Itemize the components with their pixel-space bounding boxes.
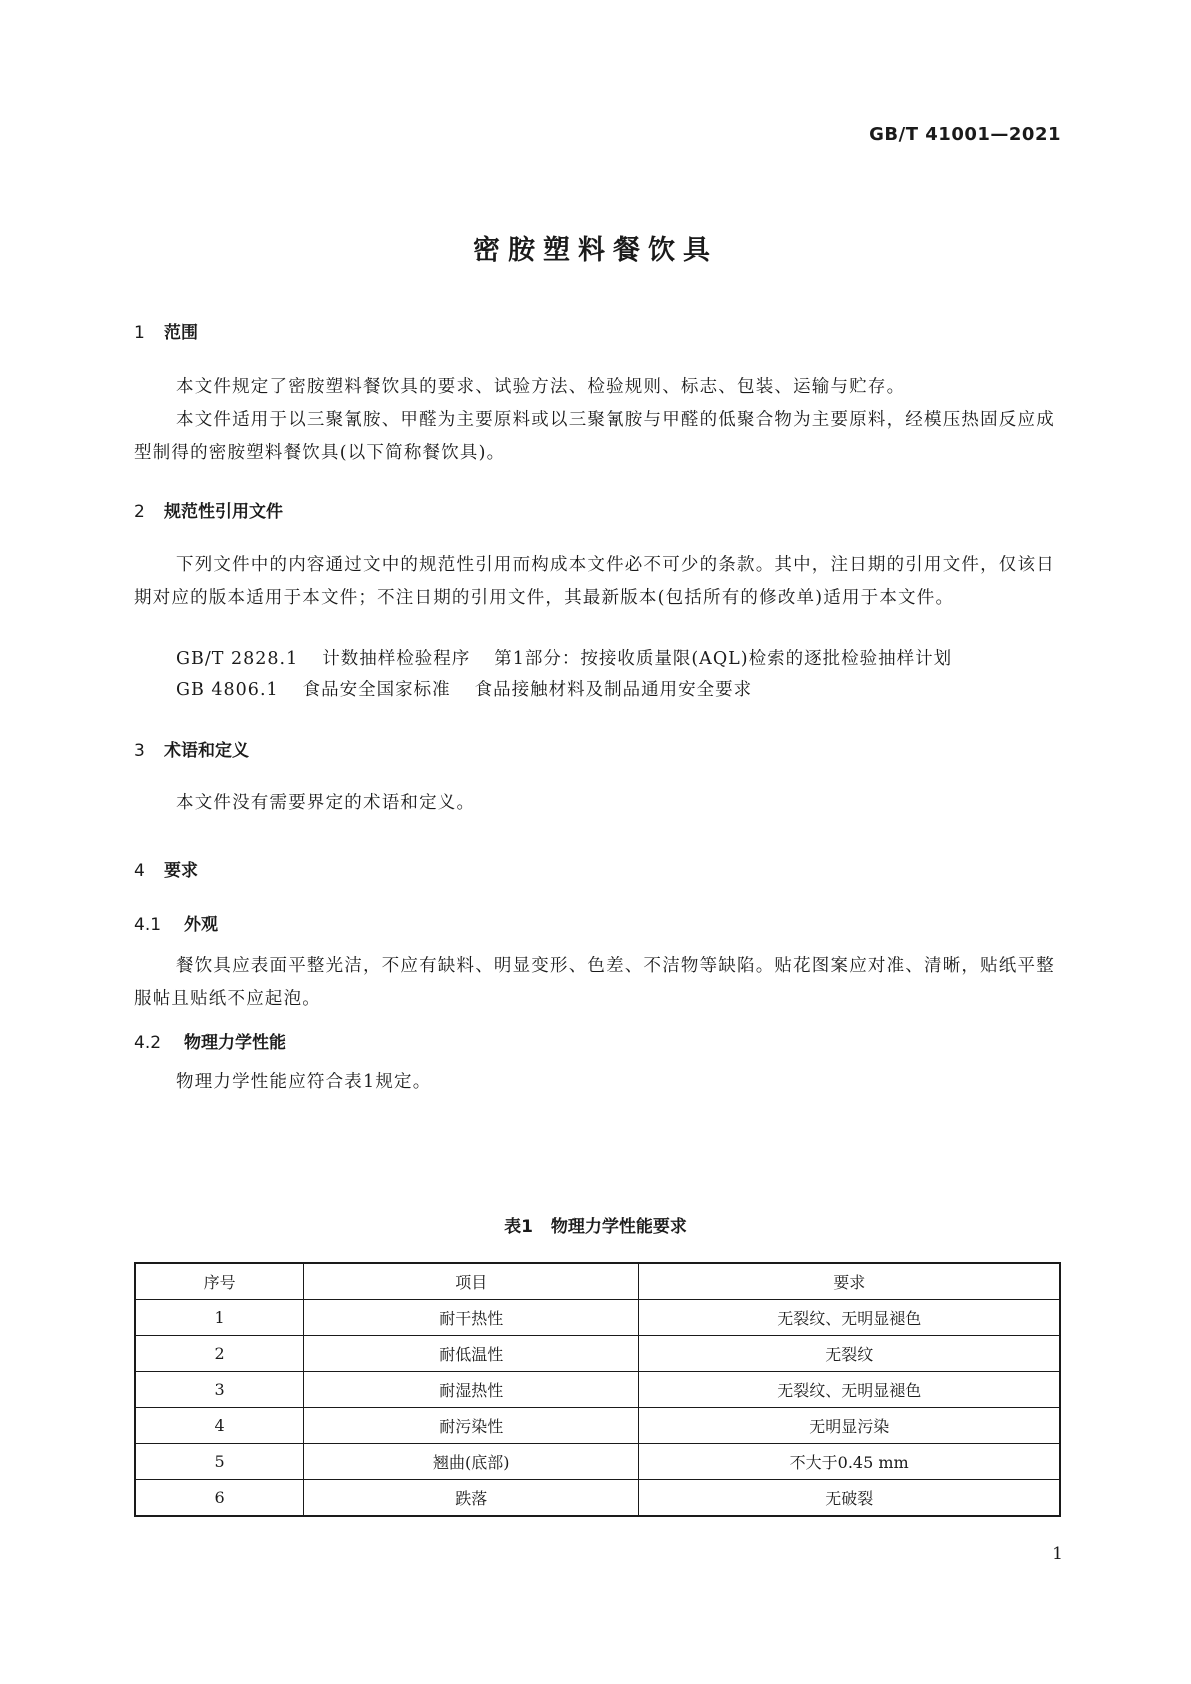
section-title: 物理力学性能: [184, 1033, 286, 1053]
section-title: 要求: [164, 861, 198, 881]
table-cell-seq: 6: [135, 1480, 304, 1517]
table-cell-requirement: 无裂纹、无明显褪色: [639, 1372, 1060, 1408]
reference-title: 食品安全国家标准: [302, 680, 451, 700]
section-4-1-paragraph-1: 餐饮具应表面平整光洁，不应有缺料、明显变形、色差、不洁物等缺陷。贴花图案应对准、清晰，贴纸平整服帖且贴纸不应起泡。: [134, 956, 1055, 1009]
section-1-paragraph-2: 本文件适用于以三聚氰胺、甲醛为主要原料或以三聚氰胺与甲醛的低聚合物为主要原料，经模压热固反应成型制得的密胺塑料餐饮具(以下简称餐饮具)。: [134, 410, 1055, 463]
section-4-1-heading: [134, 910, 218, 935]
column-header-item: 项目: [304, 1263, 639, 1300]
table-cell-item: 耐湿热性: [304, 1372, 639, 1408]
section-4-2-paragraph-1: 物理力学性能应符合表1规定。: [176, 1072, 432, 1092]
table-cell-item: 跌落: [304, 1480, 639, 1517]
page-number: 1: [1052, 1544, 1063, 1564]
table-row: [135, 1444, 1060, 1480]
section-4-2-heading: [134, 1028, 286, 1053]
section-2-paragraph-1: 下列文件中的内容通过文中的规范性引用而构成本文件必不可少的条款。其中，注日期的引用文件，仅该日期对应的版本适用于本文件；不注日期的引用文件，其最新版本(包括所有的修改单)适用于本文件。: [134, 555, 1055, 608]
table-header-row: [135, 1263, 1060, 1300]
document-title: 密胺塑料餐饮具: [473, 235, 718, 266]
table-row: [135, 1480, 1060, 1517]
table-cell-item: 耐干热性: [304, 1300, 639, 1336]
reference-code: GB 4806.1: [176, 680, 279, 700]
table-cell-item: 耐污染性: [304, 1408, 639, 1444]
reference-subtitle: 第1部分：按接收质量限(AQL)检索的逐批检验抽样计划: [494, 649, 953, 669]
table-cell-requirement: 无破裂: [639, 1480, 1060, 1517]
section-1-heading: [134, 318, 198, 343]
table-cell-seq: 2: [135, 1336, 304, 1372]
section-title: 范围: [164, 323, 198, 343]
table-cell-seq: 5: [135, 1444, 304, 1480]
table-row: [135, 1372, 1060, 1408]
section-3-heading: [134, 736, 249, 761]
table-caption-number: 表1: [504, 1217, 533, 1237]
section-number: 4.1: [134, 915, 162, 935]
section-number: 3: [134, 741, 145, 761]
table-cell-requirement: 无裂纹、无明显褪色: [639, 1300, 1060, 1336]
table-cell-item: 翘曲(底部): [304, 1444, 639, 1480]
column-header-seq: 序号: [135, 1263, 304, 1300]
table-row: [135, 1300, 1060, 1336]
table-cell-requirement: 无明显污染: [639, 1408, 1060, 1444]
section-number: 1: [134, 323, 145, 343]
normative-reference-1: [176, 645, 952, 670]
table-cell-requirement: 无裂纹: [639, 1336, 1060, 1372]
table-cell-seq: 3: [135, 1372, 304, 1408]
physical-properties-table: [134, 1262, 1061, 1517]
section-title: 外观: [184, 915, 218, 935]
section-3-paragraph-1: 本文件没有需要界定的术语和定义。: [176, 793, 476, 813]
table-row: [135, 1408, 1060, 1444]
table-cell-requirement: 不大于0.45 mm: [639, 1444, 1060, 1480]
table-cell-seq: 1: [135, 1300, 304, 1336]
section-1-paragraph-1: 本文件规定了密胺塑料餐饮具的要求、试验方法、检验规则、标志、包装、运输与贮存。: [176, 377, 906, 397]
standard-code: GB/T 41001—2021: [869, 124, 1061, 145]
table-cell-seq: 4: [135, 1408, 304, 1444]
section-number: 4: [134, 861, 145, 881]
reference-subtitle: 食品接触材料及制品通用安全要求: [474, 680, 753, 700]
section-2-heading: [134, 497, 283, 522]
reference-code: GB/T 2828.1: [176, 649, 299, 669]
reference-title: 计数抽样检验程序: [322, 649, 471, 669]
table-1-caption: [0, 1212, 1191, 1237]
column-header-requirement: 要求: [639, 1263, 1060, 1300]
table-row: [135, 1336, 1060, 1372]
section-4-heading: [134, 856, 198, 881]
section-title: 规范性引用文件: [164, 502, 283, 522]
table-caption-title: 物理力学性能要求: [550, 1217, 687, 1237]
table-cell-item: 耐低温性: [304, 1336, 639, 1372]
section-title: 术语和定义: [164, 741, 249, 761]
section-number: 2: [134, 502, 145, 522]
section-number: 4.2: [134, 1033, 162, 1053]
normative-reference-2: [176, 676, 752, 701]
